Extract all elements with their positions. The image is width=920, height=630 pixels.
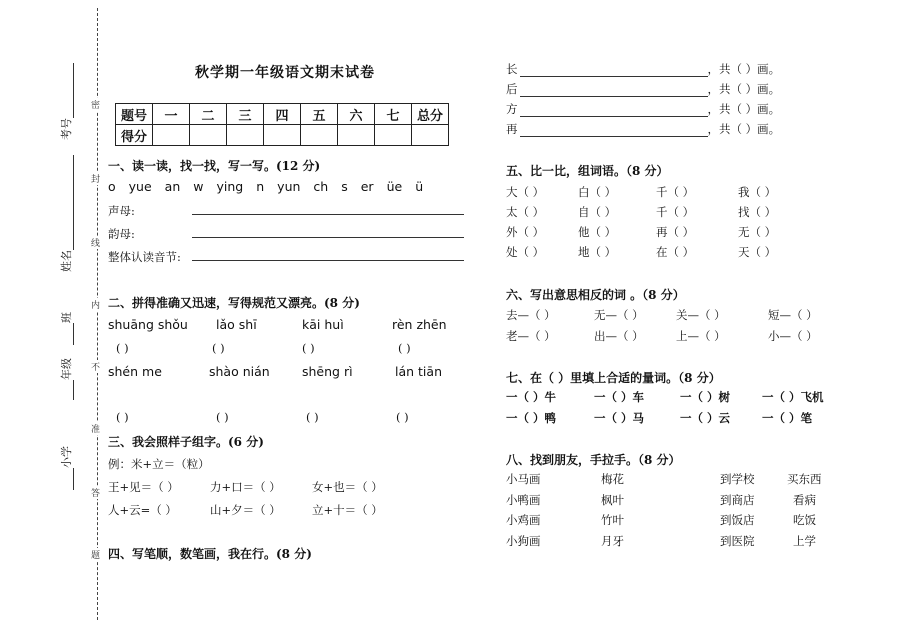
stroke-answer-line[interactable] (520, 124, 708, 137)
match-activity[interactable]: 买东西 (787, 472, 822, 486)
compose-item[interactable]: 人+云=（ ） (108, 503, 177, 517)
word-item[interactable]: 在（ ） (656, 245, 695, 259)
stroke-answer-line[interactable] (520, 104, 708, 117)
letter: üe (386, 179, 403, 194)
zhengti-label: 整体认读音节: (108, 250, 181, 264)
school-label: 小学 (58, 446, 74, 490)
match-activity[interactable]: 上学 (793, 534, 816, 548)
seal-char: 内 (91, 298, 100, 311)
match-activity[interactable]: 吃饭 (793, 513, 816, 527)
stroke-suffix: ，共（ ）画。 (707, 102, 781, 116)
compose-item[interactable]: 女+也＝（ ） (312, 480, 383, 494)
answer-paren[interactable]: ( ) (212, 341, 225, 355)
stroke-char: 后 (506, 82, 518, 96)
score-cell[interactable] (301, 125, 338, 146)
letter: n (256, 179, 265, 194)
stroke-suffix: ，共（ ）画。 (707, 122, 781, 136)
score-header-cell: 二 (190, 104, 227, 125)
letter: an (164, 179, 181, 194)
measure-item[interactable]: 一（ ）笔 (762, 411, 813, 425)
compose-item[interactable]: 王+见＝（ ） (108, 480, 179, 494)
word-item[interactable]: 千（ ） (656, 205, 695, 219)
antonym-item[interactable]: 短—（ ） (768, 308, 818, 322)
score-header-cell: 题号 (116, 104, 153, 125)
letter: ying (216, 179, 244, 194)
score-cell[interactable] (190, 125, 227, 146)
measure-item[interactable]: 一（ ）飞机 (762, 390, 824, 404)
name-label: 姓名 (58, 155, 74, 272)
pinyin-word: lǎo shī (216, 317, 257, 332)
answer-paren[interactable]: ( ) (398, 341, 411, 355)
match-object[interactable]: 梅花 (601, 472, 624, 486)
score-cell[interactable] (412, 125, 449, 146)
answer-paren[interactable]: ( ) (216, 410, 229, 424)
measure-item[interactable]: 一（ ）树 (680, 390, 731, 404)
score-cell[interactable] (227, 125, 264, 146)
word-item[interactable]: 大（ ） (506, 185, 545, 199)
section-5-heading: 五、比一比，组词语。（8 分） (506, 164, 669, 178)
seal-char: 准 (91, 422, 100, 435)
section-2-heading: 二、拼得准确又迅速，写得规范又漂亮。(8 分) (108, 296, 360, 310)
stroke-row (506, 81, 780, 97)
antonym-item[interactable]: 关—（ ） (676, 308, 726, 322)
score-header-cell: 五 (301, 104, 338, 125)
word-item[interactable]: 处（ ） (506, 245, 545, 259)
score-header-cell: 总分 (412, 104, 449, 125)
section-7-heading: 七、在（ ）里填上合适的量词。（8 分） (506, 371, 721, 385)
compose-item[interactable]: 山+夕＝（ ） (210, 503, 281, 517)
word-item[interactable]: 太（ ） (506, 205, 545, 219)
word-item[interactable]: 千（ ） (656, 185, 695, 199)
word-item[interactable]: 无（ ） (738, 225, 777, 239)
score-header-cell: 四 (264, 104, 301, 125)
score-cell[interactable] (264, 125, 301, 146)
pinyin-word: lán tiān (395, 364, 442, 379)
word-item[interactable]: 天（ ） (738, 245, 777, 259)
answer-paren[interactable]: ( ) (116, 341, 129, 355)
antonym-item[interactable]: 无—（ ） (594, 308, 644, 322)
stroke-suffix: ，共（ ）画。 (707, 82, 781, 96)
match-object[interactable]: 月牙 (601, 534, 624, 548)
score-table-header-row (116, 104, 449, 125)
pinyin-word: shēng rì (302, 364, 353, 379)
stroke-row (506, 61, 780, 77)
stroke-answer-line[interactable] (520, 64, 708, 77)
stroke-char: 长 (506, 62, 518, 76)
word-item[interactable]: 他（ ） (578, 225, 617, 239)
letter: o (108, 179, 116, 194)
antonym-item[interactable]: 老—（ ） (506, 329, 556, 343)
score-table (115, 103, 449, 146)
exam-no-label: 考号 (58, 63, 74, 140)
shengmu-answer-line[interactable] (192, 214, 464, 215)
seal-char: 线 (91, 236, 100, 249)
stroke-char: 方 (506, 102, 518, 116)
stroke-answer-line[interactable] (520, 84, 708, 97)
pinyin-word: shào nián (209, 364, 270, 379)
section-6-heading: 六、写出意思相反的词 。（8 分） (506, 288, 685, 302)
section-8-heading: 八、找到朋友，手拉手。（8 分） (506, 453, 681, 467)
match-subject[interactable]: 小鸭画 (506, 493, 541, 507)
letter: ü (415, 179, 424, 194)
pinyin-word: shén me (108, 364, 162, 379)
compose-item[interactable]: 力+口＝（ ） (210, 480, 281, 494)
match-subject[interactable]: 小鸡画 (506, 513, 541, 527)
shengmu-label: 声母: (108, 204, 135, 218)
seal-char: 不 (91, 360, 100, 373)
yunmu-label: 韵母: (108, 227, 135, 241)
seal-char: 封 (91, 172, 100, 185)
score-header-cell: 七 (375, 104, 412, 125)
grade-label: 年级 (58, 358, 74, 400)
compose-item[interactable]: 立+十＝（ ） (312, 503, 383, 517)
word-item[interactable]: 找（ ） (738, 205, 777, 219)
stroke-row (506, 101, 780, 117)
score-header-cell: 三 (227, 104, 264, 125)
letter: ch (313, 179, 329, 194)
class-label: 班 (58, 312, 74, 345)
letters-row (108, 179, 423, 194)
antonym-item[interactable]: 上—（ ） (676, 329, 726, 343)
letter: yue (128, 179, 152, 194)
letter: er (360, 179, 374, 194)
score-row-label: 得分 (116, 125, 153, 146)
score-cell[interactable] (153, 125, 190, 146)
seal-char: 题 (91, 548, 100, 561)
antonym-item[interactable]: 小—（ ） (768, 329, 818, 343)
letter: s (341, 179, 348, 194)
score-header-cell: 一 (153, 104, 190, 125)
answer-paren[interactable]: ( ) (306, 410, 319, 424)
word-item[interactable]: 自（ ） (578, 205, 617, 219)
measure-item[interactable]: 一（ ）车 (594, 390, 645, 404)
antonym-item[interactable]: 去—（ ） (506, 308, 556, 322)
compose-example: 例：米+立＝（粒） (108, 457, 210, 471)
match-place[interactable]: 到饭店 (720, 513, 755, 527)
score-table-score-row (116, 125, 449, 146)
answer-paren[interactable]: ( ) (302, 341, 315, 355)
match-subject[interactable]: 小狗画 (506, 534, 541, 548)
word-item[interactable]: 外（ ） (506, 225, 545, 239)
match-place[interactable]: 到医院 (720, 534, 755, 548)
stroke-row (506, 121, 780, 137)
word-item[interactable]: 白（ ） (578, 185, 617, 199)
stroke-suffix: ，共（ ）画。 (707, 62, 781, 76)
zhengti-answer-line[interactable] (192, 260, 464, 261)
section-1-heading: 一、读一读，找一找，写一写。(12 分) (108, 159, 321, 173)
match-place[interactable]: 到学校 (720, 472, 755, 486)
match-object[interactable]: 竹叶 (601, 513, 624, 527)
stroke-char: 再 (506, 122, 518, 136)
answer-paren[interactable]: ( ) (116, 410, 129, 424)
measure-item[interactable]: 一（ ）马 (594, 411, 645, 425)
score-cell[interactable] (338, 125, 375, 146)
section-4-heading: 四、写笔顺，数笔画，我在行。(8 分) (108, 547, 312, 561)
section-3-heading: 三、我会照样子组字。(6 分) (108, 435, 264, 449)
page-title: 秋学期一年级语文期末试卷 (195, 65, 375, 81)
letter: w (193, 179, 204, 194)
measure-item[interactable]: 一（ ）牛 (506, 390, 557, 404)
match-place[interactable]: 到商店 (720, 493, 755, 507)
seal-char: 密 (91, 98, 100, 111)
match-activity[interactable]: 看病 (793, 493, 816, 507)
word-item[interactable]: 再（ ） (656, 225, 695, 239)
measure-item[interactable]: 一（ ）鸭 (506, 411, 557, 425)
score-header-cell: 六 (338, 104, 375, 125)
pinyin-word: kāi huì (302, 317, 344, 332)
pinyin-word: rèn zhēn (392, 317, 447, 332)
pinyin-word: shuāng shǒu (108, 317, 188, 332)
match-object[interactable]: 枫叶 (601, 493, 624, 507)
match-subject[interactable]: 小马画 (506, 472, 541, 486)
answer-paren[interactable]: ( ) (396, 410, 409, 424)
word-item[interactable]: 地（ ） (578, 245, 617, 259)
letter: yun (277, 179, 301, 194)
antonym-item[interactable]: 出—（ ） (594, 329, 644, 343)
seal-char: 答 (91, 486, 100, 499)
score-cell[interactable] (375, 125, 412, 146)
yunmu-answer-line[interactable] (192, 237, 464, 238)
measure-item[interactable]: 一（ ）云 (680, 411, 731, 425)
word-item[interactable]: 我（ ） (738, 185, 777, 199)
